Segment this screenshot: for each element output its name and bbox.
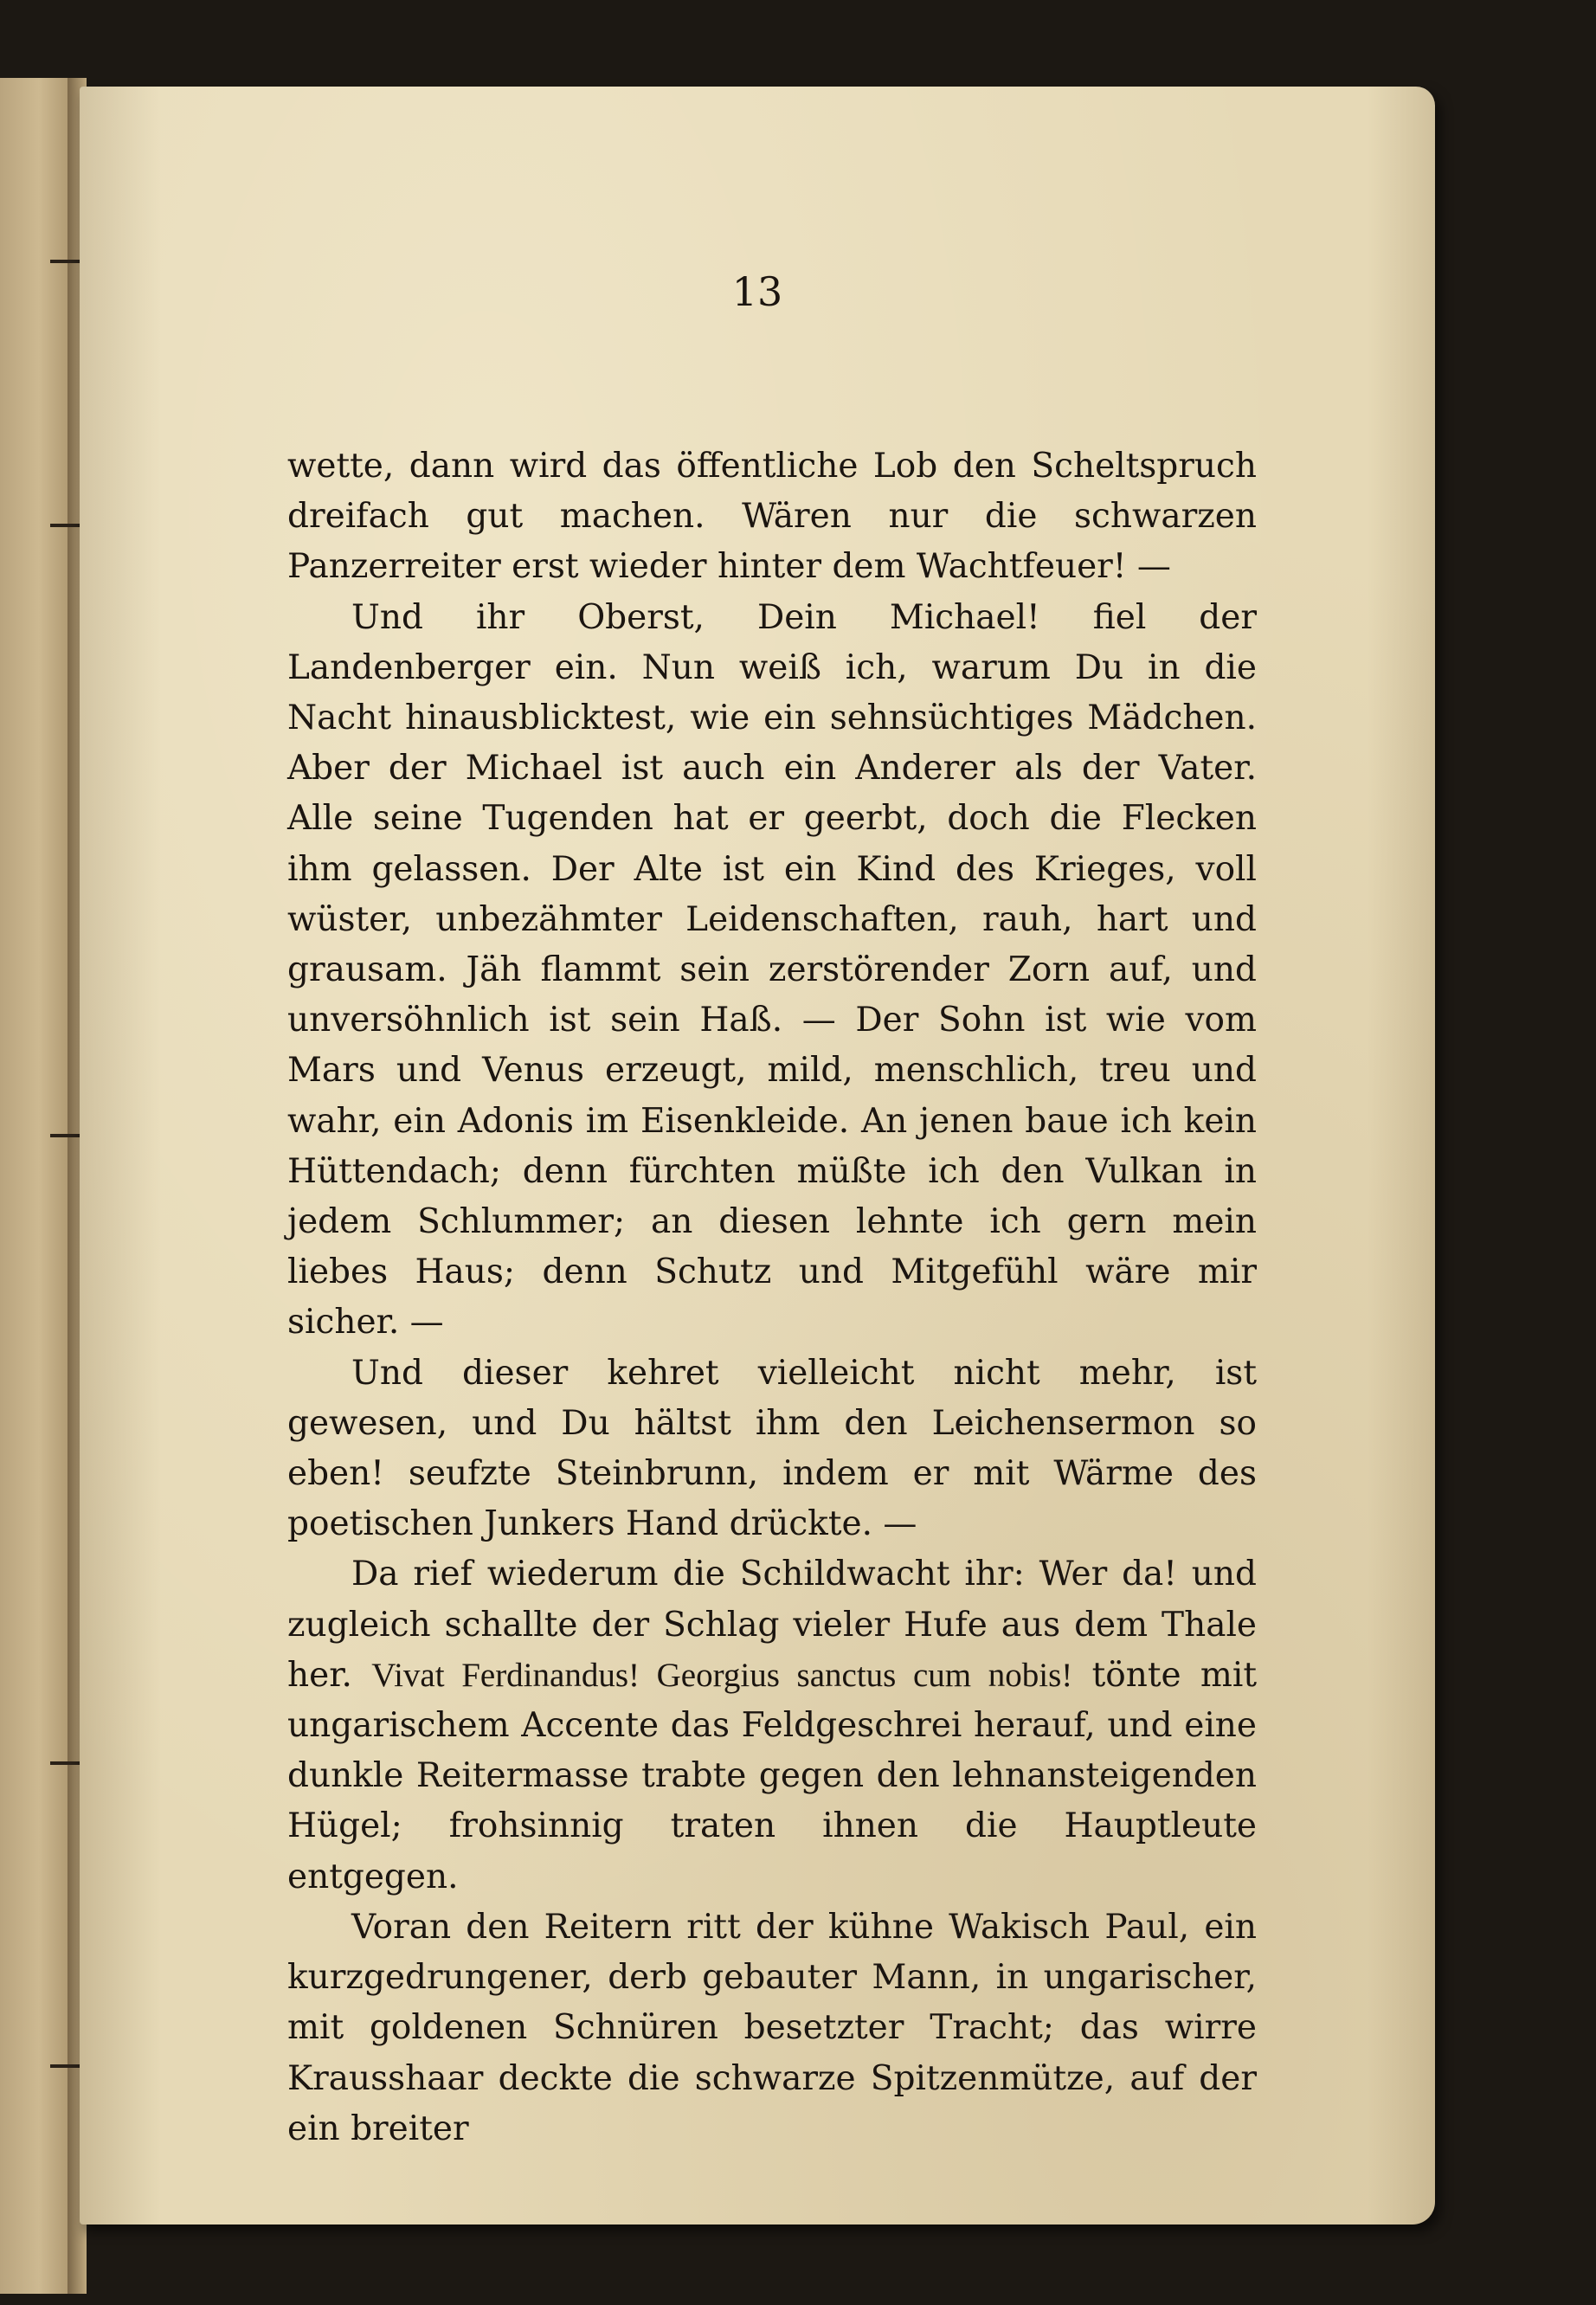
facing-page-edge: [0, 78, 78, 2294]
paragraph: [287, 1549, 1257, 1902]
page-number: 13: [731, 268, 783, 315]
paragraph-text: Voran den Reitern ritt der kühne Wakisch Paul, ein kurzgedrungener, derb gebauter Mann, in ungarischer, mit goldenen Schnüren besetzter Tracht; das wirre Krausshaar deckte die schwarze Spitzenmütze, auf der ein breiter: [287, 1907, 1257, 2148]
book-page: [80, 87, 1435, 2225]
paragraph-text: Und ihr Oberst, Dein Michael! fiel der Landenberger ein. Nun weiß ich, warum Du in die Nacht hinausblicktest, wie ein sehnsüchtiges Mädchen. Aber der Michael ist auch ein Anderer als der Vater. Alle seine Tugenden hat er geerbt, doch die Flecken ihm gelassen. Der Alte ist ein Kind des Krieges, voll wüster, unbezähmter Leidenschaften, rauh, hart und grausam. Jäh flammt sein zerstörender Zorn auf, und unversöhnlich ist sein Haß. — Der Sohn ist wie vom Mars und Venus erzeugt, mild, menschlich, treu und wahr, ein Adonis im Eisenkleide. An jenen baue ich kein Hüttendach; denn fürchten müßte ich den Vulkan in jedem Schlummer; an diesen lehnte ich gern mein liebes Haus; denn Schutz und Mitgefühl wäre mir sicher. —: [287, 597, 1257, 1342]
paragraph: [287, 1349, 1257, 1550]
paragraph: [287, 441, 1257, 593]
latin-war-cry: Vivat Ferdinandus! Georgius sanctus cum nobis!: [371, 1656, 1073, 1694]
paragraph: [287, 1903, 1257, 2154]
paragraph: [287, 593, 1257, 1349]
paragraph-text: tönte mit ungarischem Accente das Feldgeschrei herauf, und eine dunkle Reitermasse trabte gegen den lehnansteigenden Hügel; frohsinnig traten ihnen die Hauptleute entgegen.: [287, 1655, 1258, 1896]
paragraph-text: wette, dann wird das öffentliche Lob den Scheltspruch dreifach gut machen. Wären nur die schwarzen Panzerreiter erst wieder hinter dem Wachtfeuer! —: [287, 447, 1257, 587]
paragraph-text: Da rief wiederum die Schildwacht ihr: Wer da! und zugleich schallte der Schlag vieler Hufe aus dem Thale her.: [287, 1555, 1257, 1695]
body-text: [287, 441, 1257, 2154]
paragraph-text: Und dieser kehret vielleicht nicht mehr, ist gewesen, und Du hältst ihm den Leichensermon so eben! seufzte Steinbrunn, indem er mit Wärme des poetischen Junkers Hand drückte. —: [287, 1353, 1257, 1544]
